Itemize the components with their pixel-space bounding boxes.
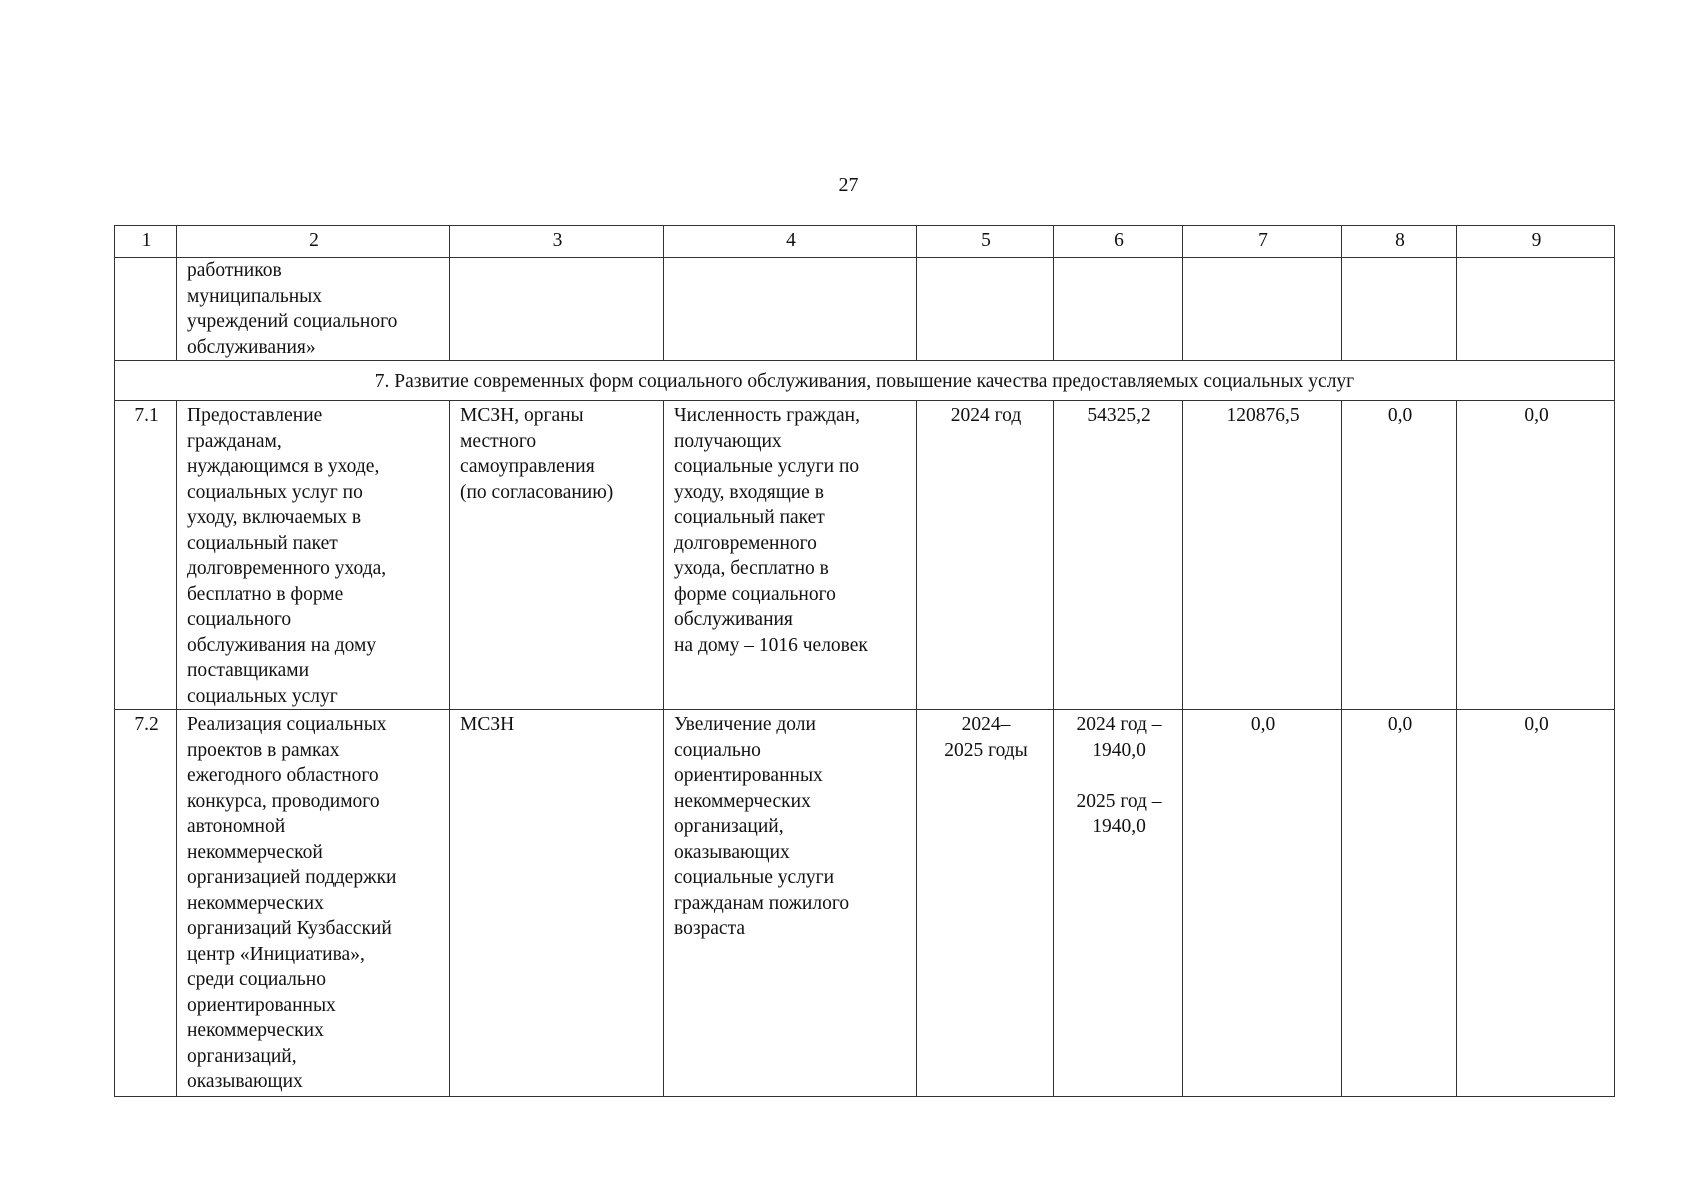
cell-col9: 0,0: [1457, 401, 1615, 710]
cell-executor: МСЗН, органы местного самоуправления (по согласованию): [450, 401, 664, 710]
cell-empty: [917, 258, 1054, 361]
header-cell: 9: [1457, 226, 1615, 258]
header-cell: 4: [664, 226, 917, 258]
cell-col7: 0,0: [1183, 710, 1342, 1097]
cell-period: 2024 год: [917, 401, 1054, 710]
cell-result: Численность граждан, получающих социальные услуги по уходу, входящие в социальный пакет долговременного ухода, бесплатно в форме социального обслуживания на дому – 1016 человек: [664, 401, 917, 710]
cell-col8: 0,0: [1342, 401, 1457, 710]
cell-event: Предоставление гражданам, нуждающимся в уходе, социальных услуг по уходу, включаемых в социальный пакет долговременного ухода, бесплатно в форме социального обслуживания на дому поставщиками социальных услуг: [177, 401, 450, 710]
cell-event-continuation: работников муниципальных учреждений социального обслуживания»: [177, 258, 450, 361]
header-cell: 7: [1183, 226, 1342, 258]
header-cell: 5: [917, 226, 1054, 258]
section-title: 7. Развитие современных форм социального обслуживания, повышение качества предоставляемых социальных услуг: [115, 361, 1615, 401]
cell-period: 2024– 2025 годы: [917, 710, 1054, 1097]
cell-empty: [1342, 258, 1457, 361]
table-row: [115, 401, 1615, 710]
cell-empty: [664, 258, 917, 361]
header-cell: 8: [1342, 226, 1457, 258]
table-header-row: [115, 226, 1615, 258]
plan-table: [114, 225, 1615, 1097]
header-cell: 3: [450, 226, 664, 258]
cell-empty: [1183, 258, 1342, 361]
cell-executor: МСЗН: [450, 710, 664, 1097]
cell-col6: 2024 год – 1940,0 2025 год – 1940,0: [1054, 710, 1183, 1097]
table-row-section: [115, 361, 1615, 401]
cell-empty: [1457, 258, 1615, 361]
table-row: [115, 710, 1615, 1097]
page-number: 27: [838, 174, 859, 196]
header-cell: 2: [177, 226, 450, 258]
table-row-continuation: [115, 258, 1615, 361]
header-cell: 6: [1054, 226, 1183, 258]
cell-col7: 120876,5: [1183, 401, 1342, 710]
cell-empty: [1054, 258, 1183, 361]
cell-empty: [115, 258, 177, 361]
cell-col8: 0,0: [1342, 710, 1457, 1097]
cell-event: Реализация социальных проектов в рамках ежегодного областного конкурса, проводимого автономной некоммерческой организацией поддержки некоммерческих организаций Кузбасский центр «Инициатива», среди социально ориентированных некоммерческих организаций, оказывающих: [177, 710, 450, 1097]
header-cell: 1: [115, 226, 177, 258]
cell-empty: [450, 258, 664, 361]
cell-col9: 0,0: [1457, 710, 1615, 1097]
cell-result: Увеличение доли социально ориентированных некоммерческих организаций, оказывающих социальные услуги гражданам пожилого возраста: [664, 710, 917, 1097]
cell-number: 7.1: [115, 401, 177, 710]
cell-col6: 54325,2: [1054, 401, 1183, 710]
cell-number: 7.2: [115, 710, 177, 1097]
